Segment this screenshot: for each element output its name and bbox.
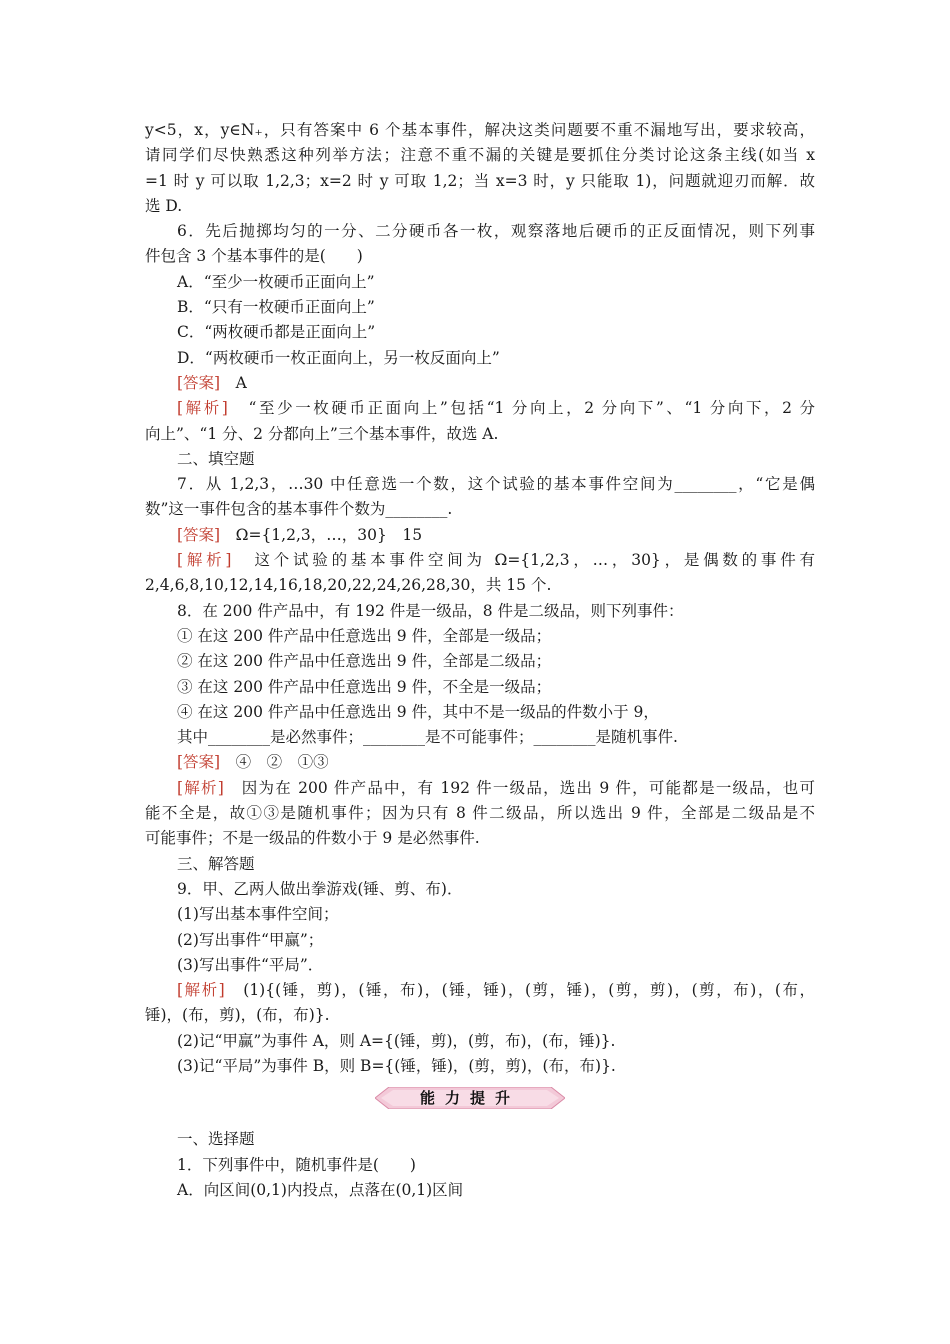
line-text: ② 在这 200 件产品中任意选出 9 件，全部是二级品； — [177, 652, 552, 671]
text-line — [145, 396, 815, 421]
text-line — [145, 624, 815, 649]
section-banner — [145, 1079, 815, 1127]
content-block-bottom — [145, 1127, 815, 1203]
text-line — [145, 143, 815, 168]
line-text: 锤)，(布，剪)，(布，布)}. — [145, 1006, 330, 1025]
line-text: 选 D. — [145, 196, 183, 215]
line-text: ① 在这 200 件产品中任意选出 9 件，全部是一级品； — [177, 626, 552, 645]
text-line — [145, 270, 815, 295]
line-text: 7．从 1,2,3，…30 中任意选一个数，这个试验的基本事件空间为________，“它是偶 — [177, 475, 815, 494]
banner — [375, 1087, 565, 1109]
line-text: A．“至少一枚硬币正面向上” — [177, 272, 375, 291]
text-line — [145, 750, 815, 775]
line-text: 请同学们尽快熟悉这种列举方法；注意不重不漏的关键是要抓住分类讨论这条主线(如当 x — [145, 146, 815, 165]
line-text: 可能事件；不是一级品的件数小于 9 是必然事件. — [145, 829, 480, 848]
text-line — [145, 422, 815, 447]
text-line — [145, 346, 815, 371]
text-line — [145, 1153, 815, 1178]
text-line — [145, 1029, 815, 1054]
line-text: B．“只有一枚硬币正面向上” — [177, 298, 375, 317]
text-line — [145, 599, 815, 624]
line-text: (1)写出基本事件空间； — [177, 905, 339, 924]
line-text: C．“两枚硬币都是正面向上” — [177, 323, 376, 342]
line-text: y<5，x，y∈N₊，只有答案中 6 个基本事件，解决这类问题要不重不漏地写出，要求较高， — [145, 121, 815, 139]
text-line — [145, 877, 815, 902]
text-line — [145, 801, 815, 826]
line-text: A．向区间(0,1)内投点，点落在(0,1)区间 — [177, 1180, 464, 1199]
text-line — [145, 1003, 815, 1028]
text-line — [145, 320, 815, 345]
line-text: 二、填空题 — [177, 449, 255, 468]
answer-tag: [答案] — [177, 525, 221, 544]
line-text: A — [220, 373, 247, 392]
line-text: 2,4,6,8,10,12,14,16,18,20,22,24,26,28,30，共 15 个. — [145, 576, 552, 595]
line-text: 9．甲、乙两人做出拳游戏(锤、剪、布)． — [177, 879, 463, 898]
line-text: 因为在 200 件产品中，有 192 件一级品，选出 9 件，可能都是一级品，也可 — [223, 778, 815, 797]
text-line — [145, 725, 815, 750]
text-line — [145, 523, 815, 548]
text-line — [145, 194, 815, 219]
text-line — [145, 219, 815, 244]
answer-tag: [答案] — [177, 373, 221, 392]
line-text: 1．下列事件中，随机事件是( ) — [177, 1155, 416, 1174]
text-line — [145, 649, 815, 674]
line-text: 其中________是必然事件；________是不可能事件；________是随机事件. — [177, 728, 678, 747]
text-line — [145, 1127, 815, 1152]
text-line — [145, 295, 815, 320]
text-line — [145, 776, 815, 801]
text-line — [145, 1054, 815, 1079]
text-line — [145, 953, 815, 978]
text-line — [145, 826, 815, 851]
line-text: (3)记“平局”为事件 B，则 B={(锤，锤)，(剪，剪)，(布，布)}. — [177, 1056, 616, 1075]
line-text: ④ 在这 200 件产品中任意选出 9 件，其中不是一级品的件数小于 9， — [177, 702, 659, 721]
text-line — [145, 573, 815, 598]
text-line — [145, 472, 815, 497]
line-text: 8．在 200 件产品中，有 192 件是一级品，8 件是二级品，则下列事件： — [177, 601, 684, 620]
answer-tag: [答案] — [177, 753, 221, 772]
line-text: (1){(锤，剪)，(锤，布)，(锤，锤)，(剪，锤)，(剪，剪)，(剪，布)，(布， — [224, 981, 815, 1000]
text-line — [145, 447, 815, 472]
line-text: 件包含 3 个基本事件的是( ) — [145, 247, 363, 266]
banner-title: 能力提升 — [419, 1089, 520, 1108]
line-text: 这个试验的基本事件空间为 Ω={1,2,3，…，30}，是偶数的事件有 — [231, 551, 815, 570]
line-text: 能不全是，故①③是随机事件；因为只有 8 件二级品，所以选出 9 件，全部是二级品是不 — [145, 804, 815, 823]
answer-tag: [解析] — [177, 778, 224, 797]
text-line — [145, 1178, 815, 1203]
line-text: =1 时 y 可以取 1,2,3；x=2 时 y 可取 1,2；当 x=3 时，y 只能取 1)，问题就迎刃而解．故 — [145, 171, 815, 190]
line-text: 一、选择题 — [177, 1130, 255, 1149]
text-line — [145, 169, 815, 194]
line-text: (2)记“甲赢”为事件 A，则 A={(锤，剪)，(剪，布)，(布，锤)}. — [177, 1031, 616, 1050]
text-line — [145, 852, 815, 877]
text-line — [145, 244, 815, 269]
text-line — [145, 902, 815, 927]
line-text: 6．先后抛掷均匀的一分、二分硬币各一枚，观察落地后硬币的正反面情况，则下列事 — [177, 222, 815, 241]
line-text: D．“两枚硬币一枚正面向上，另一枚反面向上” — [177, 348, 500, 367]
line-text: “至少一枚硬币正面向上”包括“1 分向上，2 分向下”、“1 分向下，2 分 — [227, 399, 815, 418]
text-line — [145, 118, 815, 143]
line-text: ④ ② ①③ — [220, 753, 329, 772]
line-text: Ω={1,2,3，…，30} 15 — [220, 525, 423, 544]
line-text: 三、解答题 — [177, 854, 255, 873]
text-line — [145, 928, 815, 953]
line-text: 数”这一事件包含的基本事件个数为________. — [145, 500, 453, 519]
answer-tag: [解析] — [177, 399, 228, 418]
line-text: ③ 在这 200 件产品中任意选出 9 件，不全是一级品； — [177, 677, 552, 696]
text-line — [145, 675, 815, 700]
answer-tag: [解析] — [177, 981, 225, 1000]
text-line — [145, 497, 815, 522]
line-text: (3)写出事件“平局”． — [177, 955, 324, 974]
answer-tag: [解析] — [177, 551, 232, 570]
line-text: 向上”、“1 分、2 分都向上”三个基本事件，故选 A. — [145, 424, 499, 443]
line-text: (2)写出事件“甲赢”； — [177, 930, 324, 949]
document-page — [145, 118, 815, 1203]
content-block-top — [145, 118, 815, 1079]
text-line — [145, 371, 815, 396]
text-line — [145, 978, 815, 1003]
text-line — [145, 548, 815, 573]
text-line — [145, 700, 815, 725]
